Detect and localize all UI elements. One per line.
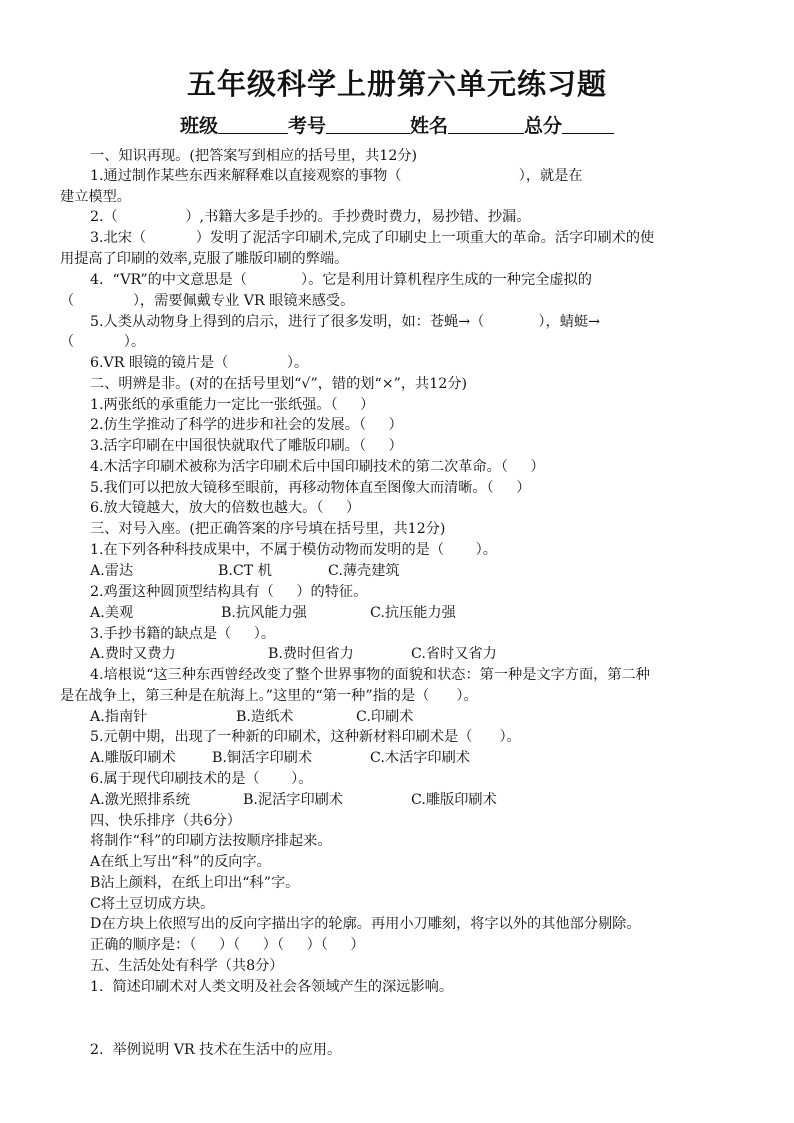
s2-statement-5: 5.我们可以把放大镜移至眼前，再移动物体直至图像大而清晰。（ ） [90, 480, 531, 496]
s3-q4-option-a: A.指南针 [90, 709, 148, 725]
s1-question-1b: 建立模型。 [60, 189, 131, 205]
s3-q3-option-a: A.费时又费力 [90, 646, 176, 662]
s3-question-4b: 是在战争上，第三种是在航海上。”这里的“第一种”指的是（ ）。 [60, 688, 478, 704]
section-4-header: 四、快乐排序（共6分） [90, 813, 241, 829]
s4-step-c: C将土豆切成方块。 [90, 896, 215, 912]
page-title: 五年级科学上册第六单元练习题 [186, 67, 607, 101]
s3-q3-option-b: B.费时但省力 [268, 646, 354, 662]
s3-q4-option-b: B.造纸术 [236, 709, 294, 725]
name-blank[interactable] [448, 115, 524, 134]
s5-question-1: 1. 简述印刷术对人类文明及社会各领域产生的深远影响。 [90, 979, 454, 995]
s3-question-2: 2.鸡蛋这种圆顶型结构具有（ ）的特征。 [90, 584, 368, 600]
exam-no-label: 考号 [287, 115, 326, 137]
s3-question-1: 1.在下列各种科技成果中，不属于模仿动物而发明的是（ ）。 [90, 542, 497, 558]
name-label: 姓名 [410, 115, 449, 137]
s3-question-3: 3.手抄书籍的缺点是（ ）。 [90, 626, 276, 642]
total-blank[interactable] [562, 115, 614, 134]
s4-intro: 将制作“科”的印刷方法按顺序排起来。 [90, 833, 332, 849]
s3-q2-option-b: B.抗风能力强 [221, 605, 307, 621]
s1-question-5a: 5.人类从动物身上得到的启示，进行了很多发明，如：苍蝇→（ ），蜻蜓→ [90, 314, 600, 330]
s3-q2-option-a: A.美观 [90, 605, 134, 621]
s3-q6-option-b: B.泥活字印刷术 [243, 792, 344, 808]
s3-q1-option-a: A.雷达 [90, 563, 134, 579]
s2-statement-2: 2.仿生学推动了科学的进步和社会的发展。（ ） [90, 417, 403, 433]
s3-q1-option-c: C.薄壳建筑 [328, 563, 400, 579]
s1-question-6: 6.VR 眼镜的镜片是（ ）。 [90, 355, 309, 371]
s3-q2-option-c: C.抗压能力强 [370, 605, 456, 621]
s4-answer-line: 正确的顺序是：（ ）（ ）（ ）（ ） [90, 937, 365, 953]
section-1-header: 一、知识再现。(把答案写到相应的括号里，共12分) [90, 148, 418, 164]
s2-statement-3: 3.活字印刷在中国很快就取代了雕版印刷。（ ） [90, 438, 403, 454]
s4-step-a: A在纸上写出“科”的反向字。 [90, 854, 271, 870]
s1-question-2: 2.（ ）,书籍大多是手抄的。手抄费时费力，易抄错、抄漏。 [90, 209, 531, 225]
s1-question-3a: 3.北宋（ ）发明了泥活字印刷术,完成了印刷史上一项重大的革命。活字印刷术的使 [90, 230, 655, 246]
exam-no-blank[interactable] [326, 115, 410, 134]
s3-q3-option-c: C.省时又省力 [411, 646, 497, 662]
s1-question-1a: 1.通过制作某些东西来解释难以直接观察的事物（ ），就是在 [90, 168, 583, 184]
s1-question-5b: （ ）。 [60, 334, 146, 350]
s3-question-5: 5.元朝中期，出现了一种新的印刷术，这种新材料印刷术是（ ）。 [90, 729, 521, 745]
class-label: 班级 [179, 115, 218, 137]
s3-q5-option-b: B.铜活字印刷术 [212, 750, 313, 766]
s3-q4-option-c: C.印刷术 [356, 709, 414, 725]
s3-question-6: 6.属于现代印刷技术的是（ ）。 [90, 771, 313, 787]
s2-statement-4: 4.木活字印刷术被称为活字印刷术后中国印刷技术的第二次革命。（ ） [90, 459, 545, 475]
s1-question-4b: （ ），需要佩戴专业 VR 眼镜来感受。 [60, 293, 355, 309]
s3-q6-option-a: A.激光照排系统 [90, 792, 190, 808]
section-2-header: 二、明辨是非。(对的在括号里划“√”，错的划“×”，共12分) [90, 376, 468, 392]
student-info-line [0, 111, 794, 138]
s1-question-4a: 4. “VR”的中文意思是（ ）。它是利用计算机程序生成的一种完全虚拟的 [90, 272, 592, 288]
section-5-header: 五、生活处处有科学（共8分） [90, 958, 284, 974]
s5-question-2: 2. 举例说明 VR 技术在生活中的应用。 [90, 1042, 342, 1058]
s4-step-b: B沾上颜料，在纸上印出“科”字。 [90, 875, 300, 891]
s2-statement-1: 1.两张纸的承重能力一定比一张纸强。（ ） [90, 397, 375, 413]
s3-q1-option-b: B.CT 机 [218, 563, 272, 579]
s1-question-3b: 用提高了印刷的效率,克服了雕版印刷的弊端。 [60, 251, 349, 267]
s3-q6-option-c: C.雕版印刷术 [411, 792, 497, 808]
s2-statement-6: 6.放大镜越大，放大的倍数也越大。（ ） [90, 500, 361, 516]
total-label: 总分 [524, 115, 563, 137]
s3-q5-option-c: C.木活字印刷术 [370, 750, 470, 766]
s3-q5-option-a: A.雕版印刷术 [90, 750, 176, 766]
s4-step-d: D在方块上依照写出的反向字描出字的轮廓。再用小刀雕刻，将字以外的其他部分剔除。 [90, 916, 641, 932]
class-blank[interactable] [218, 115, 288, 134]
section-3-header: 三、对号入座。(把正确答案的序号填在括号里，共12分) [90, 521, 446, 537]
s3-question-4a: 4.培根说“这三种东西曾经改变了整个世界事物的面貌和状态：第一种是文字方面，第二种 [90, 667, 650, 683]
